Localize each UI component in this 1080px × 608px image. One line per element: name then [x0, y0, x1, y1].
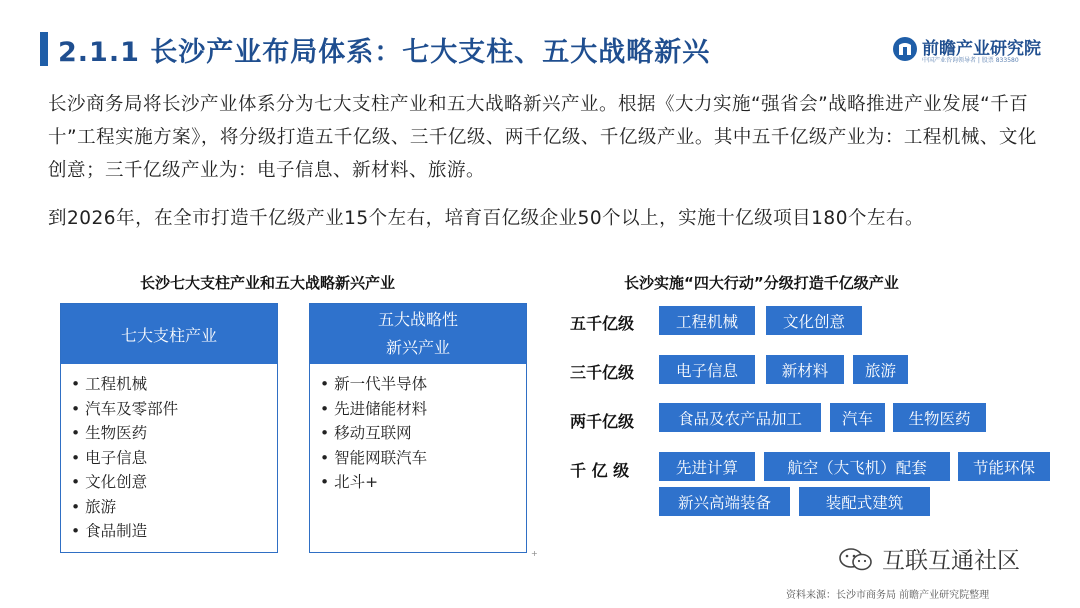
tier-tag: 装配式建筑 — [799, 487, 930, 516]
tier-label-1000: 千 亿 级 — [570, 461, 630, 480]
wechat-account-name: 互联互通社区 — [882, 548, 1020, 574]
list-item: • 新一代半导体 — [320, 372, 526, 397]
logo-subtitle: 中国产业咨询领导者 | 股票 833580 — [922, 57, 1019, 64]
list-item: • 先进储能材料 — [320, 397, 526, 422]
tier-tag: 旅游 — [853, 355, 908, 384]
list-item: • 电子信息 — [71, 446, 277, 471]
brand-logo — [892, 34, 1052, 66]
emerging-header-line-2: 新兴产业 — [385, 338, 450, 357]
intro-paragraph-1: 长沙商务局将长沙产业体系分为七大支柱产业和五大战略新兴产业。根据《大力实施“强省会”战略推进产业发展“千百十”工程实施方案》，将分级打造五千亿级、三千亿级、两千亿级、千亿级产业。其中五千亿级产业为：工程机械、文化创意；三千亿级产业为：电子信息、新材料、旅游。 — [48, 94, 1037, 181]
tier-label-3000: 三千亿级 — [570, 363, 635, 382]
tier-tag: 生物医药 — [893, 403, 986, 432]
list-item: • 移动互联网 — [320, 421, 526, 446]
list-item: • 食品制造 — [71, 519, 277, 544]
wechat-icon — [838, 547, 874, 571]
page-title: 2.1.1 长沙产业布局体系：七大支柱、五大战略新兴 — [58, 37, 711, 68]
tier-tag: 节能环保 — [958, 452, 1050, 481]
list-item: • 智能网联汽车 — [320, 446, 526, 471]
tier-tag: 新兴高端装备 — [659, 487, 790, 516]
right-section-heading: 长沙实施“四大行动”分级打造千亿级产业 — [624, 274, 899, 292]
list-item: • 工程机械 — [71, 372, 277, 397]
emerging-industries-box — [309, 303, 527, 553]
tier-tag: 新材料 — [766, 355, 844, 384]
tier-tag: 航空（大飞机）配套 — [764, 452, 950, 481]
list-item: • 生物医药 — [71, 421, 277, 446]
tier-tag: 汽车 — [830, 403, 885, 432]
tier-tag: 文化创意 — [766, 306, 862, 335]
qianzhan-logo-icon — [892, 36, 918, 62]
tier-tag: 电子信息 — [659, 355, 755, 384]
emerging-industries-header — [310, 304, 526, 364]
list-item: • 文化创意 — [71, 470, 277, 495]
left-section-heading: 长沙七大支柱产业和五大战略新兴产业 — [140, 274, 396, 292]
tier-label-5000: 五千亿级 — [570, 314, 635, 333]
list-item: • 汽车及零部件 — [71, 397, 277, 422]
emerging-header-line-1: 五大战略性 — [377, 310, 458, 329]
wechat-watermark — [838, 542, 1074, 576]
logo-name: 前瞻产业研究院 — [922, 39, 1041, 59]
tier-tag: 工程机械 — [659, 306, 755, 335]
pillar-industries-box — [60, 303, 278, 553]
emerging-industries-list — [310, 364, 526, 495]
pillar-industries-header: 七大支柱产业 — [61, 304, 277, 364]
corner-mark: + — [531, 549, 538, 558]
list-item: • 旅游 — [71, 495, 277, 520]
intro-paragraph-2: 到2026年，在全市打造千亿级产业15个左右，培育百亿级企业50个以上，实施十亿级项目180个左右。 — [48, 208, 924, 229]
list-item: • 北斗+ — [320, 470, 526, 495]
tier-tag: 先进计算 — [659, 452, 755, 481]
tier-tag: 食品及农产品加工 — [659, 403, 821, 432]
source-note: 资料来源：长沙市商务局 前瞻产业研究院整理 — [786, 590, 990, 601]
title-accent-bar — [40, 32, 48, 66]
pillar-industries-list — [61, 364, 277, 544]
tier-label-2000: 两千亿级 — [570, 412, 635, 431]
